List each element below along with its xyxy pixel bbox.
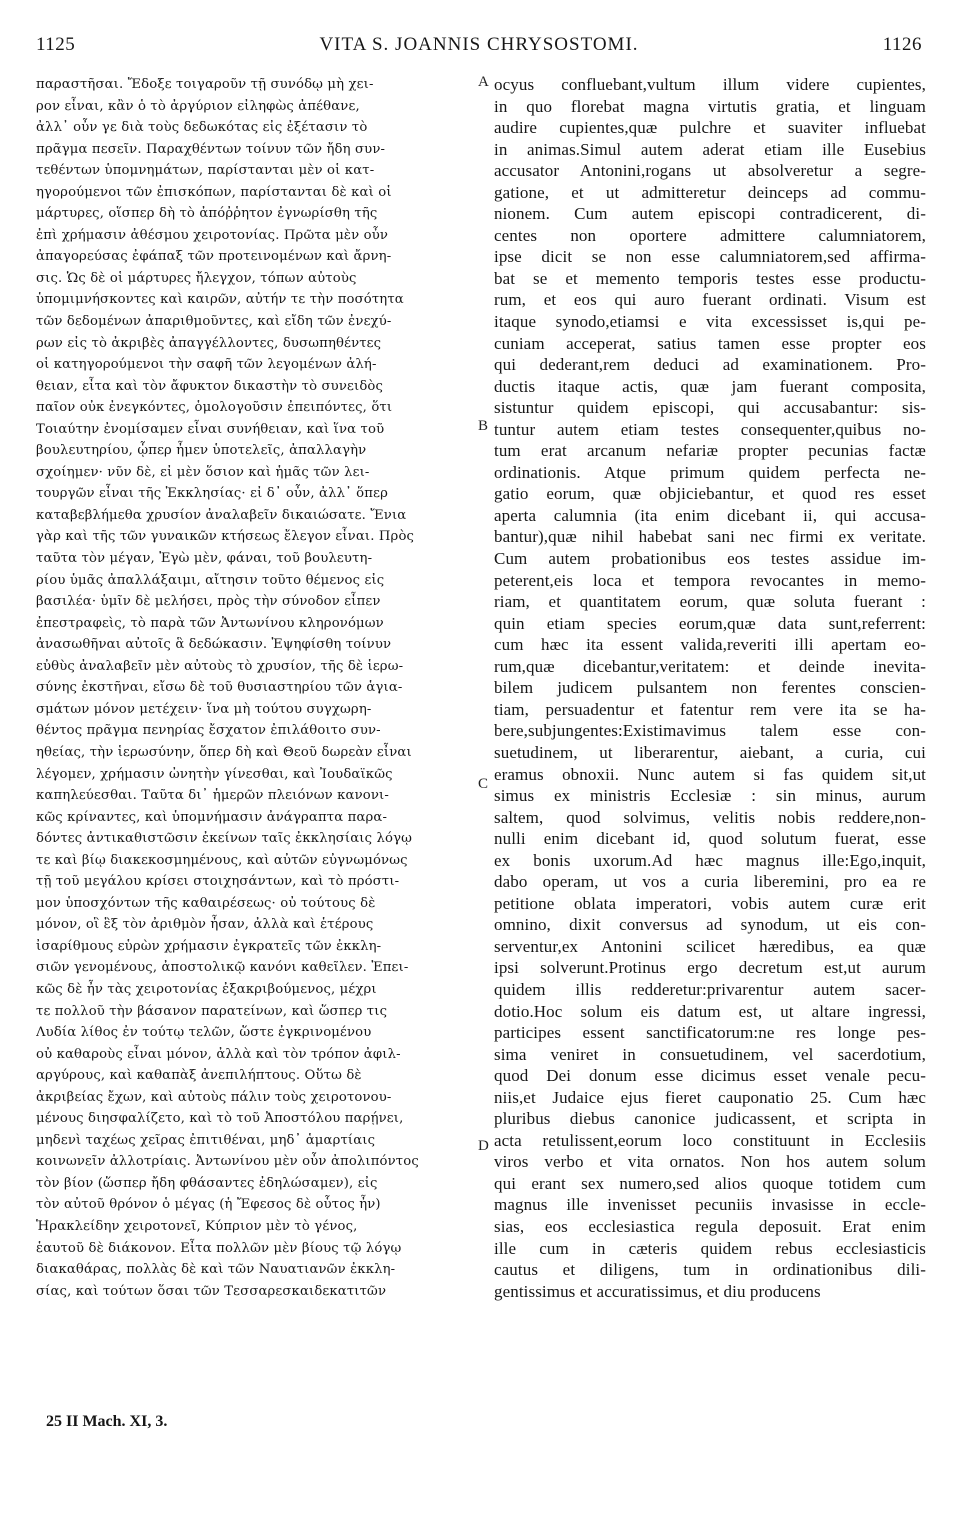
latin-line: viros verbo et vita ornatos. Non hos autem solum xyxy=(494,1152,926,1172)
greek-line: διακαθάρας, πολλὰς δὲ καὶ τῶν Ναυατιανῶν ἐκκλη- xyxy=(36,1262,396,1278)
greek-line: ἐπὶ χρήμασιν ἀθέσμου χειροτονίας. Πρῶτα μὲν οὖν xyxy=(36,227,389,243)
latin-line: in quo florebat magna virtutis gratia, et linguam xyxy=(494,96,926,116)
latin-line: rum, et eos qui auro fuerant ordinati. Visum est xyxy=(494,290,926,310)
latin-line: pluribus diebus canonice judicassent, et scripta in xyxy=(494,1109,926,1129)
greek-line: κοινωνεῖν ἀλλοτρίαις. Ἀντωνίνου μὲν οὖν ἀπολιπόντος xyxy=(36,1154,419,1170)
greek-line: τε πολλοῦ τὴν βάσανον παρατείνων, καὶ ὥσπερ τις xyxy=(36,1003,388,1019)
greek-line: αργύρους, καὶ καθαπὰξ ἀνεπιλήπτους. Οὕτω δὲ xyxy=(36,1068,362,1084)
latin-line: simus ex ministris Ecclesiæ : sin minus, aurum xyxy=(494,786,926,806)
latin-line: tiam, persuadentur et fatentur rem vere ita se ha- xyxy=(494,699,926,719)
latin-line: ipsi solverunt.Protinus ergo decretum est,ut aurum xyxy=(494,958,926,978)
greek-line: σύνης ἐκστῆναι, εἴσω δὲ τοῦ θυσιαστηρίου τῶν ἁγια- xyxy=(36,680,403,696)
greek-line: τε καὶ βίῳ διακεκοσμημένους, καὶ αὐτῶν εὐγνωμόνως xyxy=(36,852,408,868)
greek-line: μάρτυρες, οἵσπερ δὴ τὸ ἀπόῤῥητον ἐγνωρίσθη τῆς xyxy=(36,206,378,222)
greek-line: σιῶν γενομένους, ἀποστολικῷ κανόνι καθεῖλεν. Ἐπει- xyxy=(36,960,409,976)
latin-line: dotio.Hoc solum eis datum est, ut altare ingressi, xyxy=(494,1001,926,1021)
greek-line: βασιλέα· ὑμῖν δὲ μελήσει, πρὸς τὴν σύνοδον εἶπεν xyxy=(36,594,381,610)
latin-line: nionem. Cum autem episcopi contradicerent, di- xyxy=(494,204,926,224)
greek-line: ρον εἶναι, κἂν ὁ τὸ ἀργύριον εἰληφὼς ἀπέθανε, xyxy=(36,98,360,114)
latin-line: bere,subjungentes:Existimavimus talem esse con- xyxy=(494,721,926,741)
latin-line: riam, et quantitatem eorum, quæ soluta fuerant : xyxy=(494,592,926,612)
greek-line: ηγορούμενοι τῶν ἐπισκόπων, παρίστανται δὲ καὶ οἱ xyxy=(36,184,392,200)
latin-line: tum erat arcanum nefariæ propter pecunias factæ xyxy=(494,441,926,461)
greek-line: βουλευτηρίου, ᾧπερ ἦμεν ὑποτελεῖς, ἀπαλλαγὴν xyxy=(36,443,367,459)
greek-line: τὸν βίον (ὥσπερ ἤδη φθάσαντες ἐδηλώσαμεν), εἰς xyxy=(36,1175,378,1191)
latin-line: bat se et memento temporis testes esse productu- xyxy=(494,268,926,288)
latin-line: sima veniret in consuetudinem, vel sacerdotium, xyxy=(494,1044,926,1064)
latin-line: ductis itaque actis, quæ jam fuerant composita, xyxy=(494,376,926,396)
greek-line: ἀλλ᾽ οὖν γε διὰ τοὺς δεδωκότας εἰς ἐξέτασιν τὸ xyxy=(36,120,368,136)
latin-line: suetudinem, ut liberarentur, aiebant, a curia, cui xyxy=(494,742,926,762)
latin-line: centes non oportere admittere calumniatorem, xyxy=(494,225,926,245)
greek-line: σις. Ὡς δὲ οἱ μάρτυρες ἤλεγχον, τόπων αὐτοὺς xyxy=(36,270,357,286)
greek-line: ἀπαγορεύσας ἐφάπαξ τῶν προτεινομένων καὶ ἄρνη- xyxy=(36,249,392,265)
latin-line: quidem illis redderetur:privarentur autem sacer- xyxy=(494,979,926,999)
latin-line: rum,quæ dicebantur,veritatem: et deinde inevita- xyxy=(494,656,926,676)
latin-line: ipse dicit se non esse calumniatorem,sed affirma- xyxy=(494,247,926,267)
latin-line: dabo operam, ut vos a curia liberemini, pro ea re xyxy=(494,872,926,892)
greek-line: εὐθὺς ἀναλαβεῖν μὲν αὐτοὺς τὸ χρυσίον, τῆς δὲ ἱερω- xyxy=(36,658,404,674)
greek-line: τουργῶν εἶναι τῆς Ἐκκλησίας· εἰ δ᾽ οὖν, ἀλλ᾽ ὅπερ xyxy=(36,486,388,502)
latin-line: serventur,ex Antonini scilicet hæredibus, ea quæ xyxy=(494,936,926,956)
running-title: VITA S. JOANNIS CHRYSOSTOMI. xyxy=(319,34,639,55)
greek-line: ρων εἰς τὸ ἀκριβὲς ἀπαγγέλλοντες, δυσωπηθέντες xyxy=(36,335,382,351)
greek-line: μηδενὶ ταχέως χεῖρας ἐπιτιθέναι, μηδ᾽ ἁμαρτίαις xyxy=(36,1132,376,1148)
greek-line: μόνον, οἳ ἓξ τὸν ἀριθμὸν ἦσαν, ἀλλὰ καὶ ἑτέρους xyxy=(36,917,374,933)
latin-line: aperta calumnia (ita enim dicebant ii, qui accusa- xyxy=(494,505,926,525)
greek-line: θειαν, εἶτα καὶ τὸν ἄφυκτον δικαστὴν τὸ συνειδὸς xyxy=(36,378,384,394)
latin-line: omnino, dixit conversus ad synodum, ut eis con- xyxy=(494,915,926,935)
latin-line: cautus et diligens, tum in ordinationibus dili- xyxy=(494,1260,926,1280)
latin-line: sias, eos ecclesiastica regula deposuit. Erat enim xyxy=(494,1216,926,1236)
latin-line: gentissimus et accuratissimus, et diu producens xyxy=(494,1281,821,1301)
section-marker-a: A xyxy=(478,74,489,90)
latin-line: gatio eorum, quæ objiciebantur, et quod res esset xyxy=(494,484,926,504)
greek-line: ἑαυτοῦ δὲ διάκονον. Εἶτα πολλῶν μὲν βίους τῷ λόγῳ xyxy=(36,1240,402,1256)
greek-line: παῖον οὐκ ἐνεγκόντες, ὁμολογοῦσιν ἐπειπόντες, ὅτι xyxy=(36,400,393,416)
page-number-right: 1126 xyxy=(882,34,922,55)
greek-line: κῶς δὲ ἦν τὰς χειροτονίας ἐξακριβούμενος, μέχρι xyxy=(36,981,377,997)
latin-line: saltem, quod solvimus, velitis nobis reddere,non- xyxy=(494,807,926,827)
latin-line: magnus ille invenisset pecuniis invasisse in eccle- xyxy=(494,1195,926,1215)
greek-line: δόντες ἀντικαθιστῶσιν ἐκείνων ταῖς ἐκκλησίαις λόγῳ xyxy=(36,831,413,847)
latin-line: ille cum in cæteris quidem rebus ecclesiasticis xyxy=(494,1238,926,1258)
latin-line: nulli enim dicebant id, quod solutum fuerat, esse xyxy=(494,829,926,849)
greek-line: τὸν αὐτοῦ θρόνον ὁ μέγας (ἡ Ἔφεσος δὲ οὗτος ἦν) xyxy=(36,1197,381,1213)
latin-line: gatione, et ut admitteretur deinceps ad commu- xyxy=(494,182,926,202)
greek-line: γὰρ καὶ τῆς τῶν γυναικῶν κτήσεως ἔλεγον εἶναι. Πρὸς xyxy=(36,529,415,545)
greek-line: οἱ κατηγορούμενοι τὴν σαφῆ τῶν λεγομένων ἀλή- xyxy=(36,357,377,373)
greek-line: ταῦτα τὸν μέγαν, Ἐγὼ μὲν, φάναι, τοῦ βουλευτη- xyxy=(36,551,373,567)
greek-line: καταβεβλήμεθα χρυσίον ἀναλαβεῖν δικαιώσατε. Ἔνια xyxy=(36,507,407,523)
greek-line: θέντος πρᾶγμα πενηρίας ἔσχατον ἐπιλάθοιτο συν- xyxy=(36,723,381,739)
greek-line: κῶς κρίναντες, καὶ ὑπομνήμασιν ἀνάγραπτα παρα- xyxy=(36,809,388,825)
latin-line: sistuntur quidem episcopi, qui accusabantur: sis- xyxy=(494,398,926,418)
latin-line: ordinationis. Atque primum quidem perfecta ne- xyxy=(494,462,926,482)
latin-line: niis,et Judaice ejus fieret cauponatio 25. Cum hæc xyxy=(494,1087,926,1107)
greek-line: ἀνασωθῆναι αὐτοῖς ἃ δεδώκασιν. Ἐψηφίσθη τοίνυν xyxy=(36,637,392,653)
greek-line: παραστῆσαι. Ἔδοξε τοιγαροῦν τῇ συνόδῳ μὴ χει- xyxy=(36,77,374,92)
latin-line: ocyus confluebant,vultum illum videre cupientes, xyxy=(494,75,926,94)
latin-line: petitione oblata imperatori, vobis autem curæ erit xyxy=(494,893,926,913)
section-marker-d: D xyxy=(478,1138,489,1154)
greek-line: λέγομεν, χρήμασιν ὠνητὴν γίνεσθαι, καὶ Ἰουδαϊκῶς xyxy=(36,766,393,782)
page-number-left: 1125 xyxy=(36,34,76,55)
greek-line: σίας, καὶ τούτων ὅσαι τῶν Τεσσαρεσκαιδεκατιτῶν xyxy=(36,1283,387,1299)
running-header xyxy=(36,34,922,60)
greek-line: τεθέντων ὑπομνημάτων, παρίστανται μὲν οἱ κατ- xyxy=(36,163,375,179)
latin-line: qui erant sex numero,sed alios quoque totidem cum xyxy=(494,1173,926,1193)
greek-line: σμάτων μόνον μετέχειν· ἵνα μὴ τούτου συγχωρη- xyxy=(36,701,372,717)
latin-line: peterent,eis loca et tempora revocantes in memo- xyxy=(494,570,926,590)
latin-line: ex bonis uxorum.Ad hæc magnus ille:Ego,inquit, xyxy=(494,850,926,870)
greek-line: τῇ τοῦ μεγάλου κρίσει στοιχησάντων, καὶ τὸ πρόστι- xyxy=(36,874,400,890)
latin-line: in animas.Simul autem aderat etiam ille Eusebius xyxy=(494,139,926,159)
latin-line: eramus obnoxii. Nunc autem si fas quidem sit,ut xyxy=(494,764,926,784)
latin-line: bilem judicem pulsantem non ferentes conscien- xyxy=(494,678,926,698)
latin-line: acta retulissent,eorum loco constituunt in Ecclesiis xyxy=(494,1130,926,1150)
latin-line: quod Dei donum esse dicimus esset venale pecu- xyxy=(494,1066,926,1086)
greek-line: Ἡρακλείδην χειροτονεῖ, Κύπριον μὲν τὸ γένος, xyxy=(36,1218,358,1234)
footnote: 25 II Mach. XI, 3. xyxy=(46,1413,168,1430)
latin-line: participes essent sanctificatorum:ne res longe pes- xyxy=(494,1023,926,1043)
greek-line: ηθείας, τὴν ἱερωσύνην, ὅπερ δὴ καὶ Θεοῦ δωρεὰν εἶναι xyxy=(36,744,412,760)
greek-line: τῶν δεδομένων ἀπαριθμοῦντες, καὶ εἴδη τῶν ἐνεχύ- xyxy=(36,314,392,330)
latin-line: cuniam acceperat, satius tamen esse propter eos xyxy=(494,333,926,353)
greek-column xyxy=(36,74,480,1394)
latin-line: qui dederant,rem deduci ad examinationem. Pro- xyxy=(494,355,926,375)
greek-line: ὑπομιμνήσκοντες καὶ καιρῶν, αὐτήν τε τὴν ποσότητα xyxy=(36,292,404,308)
greek-line: Λυδία λίθος ἐν τούτῳ τελῶν, ὥστε ἐγκρινομένου xyxy=(36,1025,372,1041)
latin-line: quin etiam species eorum,quæ data sunt,referrent: xyxy=(494,613,926,633)
greek-line: πρᾶγμα πεσεῖν. Παραχθέντων τοίνυν τῶν ἤδη συν- xyxy=(36,141,386,157)
greek-line: Τοιαύτην ἐνομίσαμεν εἶναι συνήθειαν, καὶ ἵνα τοῦ xyxy=(36,421,385,437)
latin-line: tuntur autem etiam testes consequenter,quibus no- xyxy=(494,419,926,439)
greek-line: ἰσαρίθμους εὑρὼν χρήμασιν ἐγκρατεῖς τῶν ἐκκλη- xyxy=(36,938,382,954)
latin-line: Cum autem probationibus eos testes assidue im- xyxy=(494,549,926,569)
greek-line: μον ὑποσχόντων τῆς καθαιρέσεως· οὐ τούτους δὲ xyxy=(36,895,376,911)
greek-line: καπηλεύεσθαι. Ταῦτα δι᾽ ἡμερῶν πλειόνων κανονι- xyxy=(36,788,389,804)
section-marker-b: B xyxy=(478,418,489,434)
section-marker-c: C xyxy=(478,776,489,792)
greek-line: ρίου ὑμᾶς ἀπαλλάξαιμι, αἴτησιν τοῦτο θέμενος εἰς xyxy=(36,572,385,588)
latin-column xyxy=(494,74,926,1394)
latin-line: bantur),quæ nihil habebat sani nec firmi ex veritate. xyxy=(494,527,926,547)
latin-line: cum hæc ita essent valida,reveriti illi apertam eo- xyxy=(494,635,926,655)
greek-line: ἀκριβείας ἔχων, καὶ αὐτοὺς πάλιν τοὺς χειροτονου- xyxy=(36,1089,392,1105)
greek-line: σχοίημεν· νῦν δὲ, εἰ μὲν ὅσιον καὶ ἡμᾶς τῶν λει- xyxy=(36,464,370,480)
greek-line: οὐ καθαροὺς εἶναι μόνον, ἀλλὰ καὶ τὸν τρόπον ἀφιλ- xyxy=(36,1046,401,1062)
greek-line: ἐπεστραφεὶς, τὸ παρὰ τῶν Ἀντωνίνου κληρονόμων xyxy=(36,615,384,631)
latin-line: itaque synodo,etiamsi e vita excessisset is,qui pe- xyxy=(494,312,926,332)
latin-line: audire cupientes,quæ pulchre et suaviter influebat xyxy=(494,118,926,138)
latin-line: accusator Antonini,rogans ut absolveretur a segre- xyxy=(494,161,926,181)
greek-line: μένους διησφαλίζετο, καὶ τὸ τοῦ Ἀποστόλου παρῄνει, xyxy=(36,1111,404,1127)
